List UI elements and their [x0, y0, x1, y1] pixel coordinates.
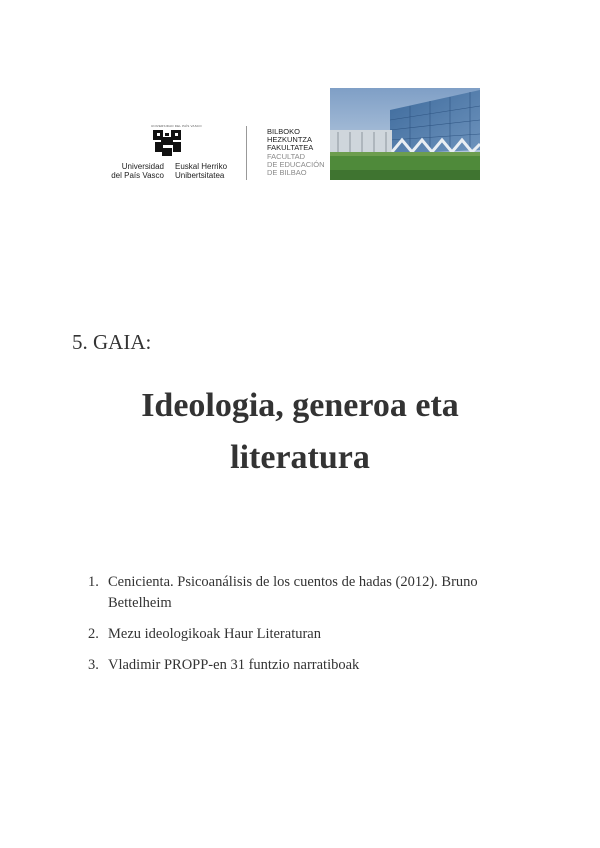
- upv-name-eu: Euskal Herriko Unibertsitatea: [175, 162, 228, 180]
- upv-tiny-text: UNIVERSIDAD DEL PAÍS VASCO: [151, 124, 202, 128]
- list-item-text: Vladimir PROPP-en 31 funtzio narratiboak: [108, 657, 360, 673]
- list-item: [88, 572, 528, 614]
- building-photo-icon: [330, 88, 480, 180]
- upv-ehu-logo: [105, 124, 233, 180]
- faculty-name: [267, 128, 337, 177]
- title-line: Ideologia, generoa eta: [141, 387, 459, 424]
- upv-name-es: Universidad del País Vasco: [111, 162, 164, 180]
- topic-list: [88, 572, 528, 686]
- section-label: 5. GAIA:: [72, 330, 152, 354]
- logo-divider: [246, 126, 247, 180]
- list-item-number: 3.: [88, 657, 99, 673]
- list-item: [88, 655, 528, 676]
- list-item-number: 1.: [88, 574, 99, 590]
- list-item: [88, 624, 528, 645]
- upv-emblem-icon: [149, 128, 189, 160]
- faculty-es-line: FACULTAD: [267, 151, 306, 161]
- page-header: [105, 88, 480, 180]
- page-title: [0, 380, 600, 484]
- title-line: literatura: [230, 439, 370, 476]
- list-item-text: Cenicienta. Psicoanálisis de los cuentos de hadas (2012). Bruno Bettelheim: [108, 574, 478, 611]
- faculty-es-line: DE EDUCACIÓN: [267, 159, 325, 169]
- list-item-number: 2.: [88, 626, 99, 642]
- list-item-text: Mezu ideologikoak Haur Literaturan: [108, 626, 321, 642]
- faculty-eu-line: HEZKUNTZA: [267, 135, 312, 145]
- faculty-es-line: DE BILBAO: [267, 168, 307, 178]
- building-photo: [330, 88, 480, 180]
- faculty-eu-line: BILBOKO: [267, 127, 300, 136]
- faculty-eu-line: FAKULTATEA: [267, 143, 314, 153]
